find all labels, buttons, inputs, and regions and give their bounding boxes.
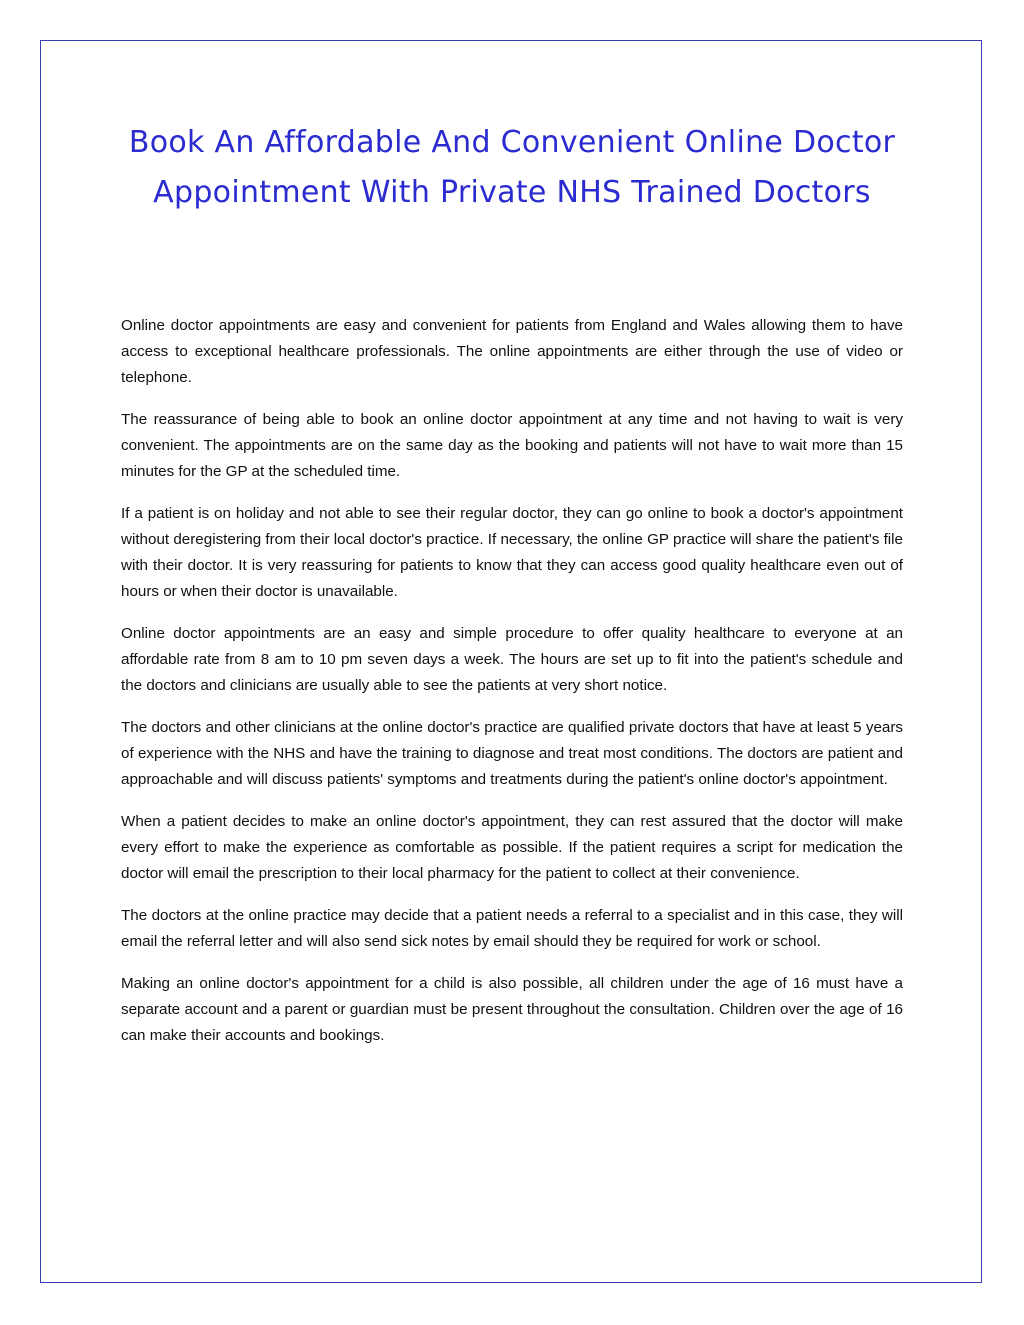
paragraph: The reassurance of being able to book an online doctor appointment at any time and not having to wait is very convenient. The appointments are on the same day as the booking and patients will not have to wait more than 15 minutes for the GP at the scheduled time.: [121, 411, 903, 480]
paragraph: When a patient decides to make an online doctor's appointment, they can rest assured that the doctor will make every effort to make the experience as comfortable as possible. If the patient requires a script for medication the doctor will email the prescription to their local pharmacy for the patient to collect at their convenience.: [121, 813, 903, 882]
document-body: [121, 313, 903, 1065]
paragraph: Making an online doctor's appointment for a child is also possible, all children under the age of 16 must have a separate account and a parent or guardian must be present throughout the consultation. Children over the age of 16 can make their accounts and bookings.: [121, 975, 903, 1044]
paragraph: The doctors at the online practice may decide that a patient needs a referral to a specialist and in this case, they will email the referral letter and will also send sick notes by email should they be required for work or school.: [121, 907, 903, 950]
paragraph: Online doctor appointments are an easy and simple procedure to offer quality healthcare to everyone at an affordable rate from 8 am to 10 pm seven days a week. The hours are set up to fit into the patient's schedule and the doctors and clinicians are usually able to see the patients at very short notice.: [121, 625, 903, 694]
page-title: Book An Affordable And Convenient Online Doctor Appointment With Private NHS Trained Doctors: [128, 125, 896, 210]
paragraph: The doctors and other clinicians at the online doctor's practice are qualified private doctors that have at least 5 years of experience with the NHS and have the training to diagnose and treat most conditions. The doctors are patient and approachable and will discuss patients' symptoms and treatments during the patient's online doctor's appointment.: [121, 719, 903, 788]
paragraph: If a patient is on holiday and not able to see their regular doctor, they can go online to book a doctor's appointment without deregistering from their local doctor's practice. If necessary, the online GP practice will share the patient's file with their doctor. It is very reassuring for patients to know that they can access good quality healthcare even out of hours or when their doctor is unavailable.: [121, 505, 903, 600]
paragraph: Online doctor appointments are easy and convenient for patients from England and Wales allowing them to have access to exceptional healthcare professionals. The online appointments are either through the use of video or telephone.: [121, 317, 903, 386]
